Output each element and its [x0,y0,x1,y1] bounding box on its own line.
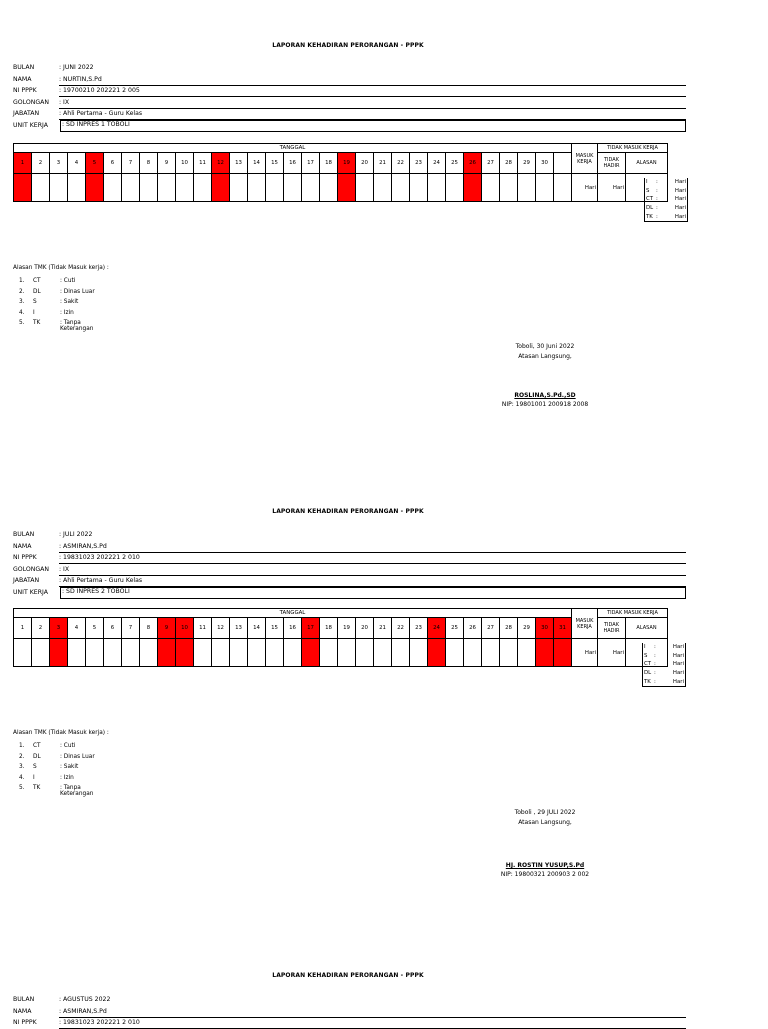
day-header-cell: 2 [32,153,50,174]
label-nama: NAMA [13,75,32,83]
info-row-bulan [13,994,686,1006]
attendance-cell[interactable] [410,174,428,202]
day-header-cell: 3 [50,618,68,639]
day-header-cell: 1 [14,618,32,639]
reason-code: CT [644,661,652,668]
day-header-cell: 4 [68,618,86,639]
day-header-cell: 22 [392,153,410,174]
value-jabatan: : Ahli Pertama - Guru Kelas [59,110,686,120]
attendance-cell[interactable] [68,639,86,667]
label-unit: UNIT KERJA [13,588,48,596]
reason-unit: Hari [674,196,686,203]
value-bulan: : JULI 2022 [59,531,93,538]
sign-nip: NIP: 19800321 200903 2 002 [500,871,590,878]
attendance-cell[interactable] [158,639,176,667]
legend-item [13,785,109,796]
attendance-cell[interactable] [122,639,140,667]
attendance-cell[interactable] [266,174,284,202]
reason-unit: Hari [674,205,686,212]
info-row-nama [13,541,686,553]
reason-sep: : [654,644,656,650]
label-golongan: GOLONGAN [13,98,50,106]
legend-item [13,754,109,765]
reason-unit: Hari [672,652,684,659]
day-header-cell: 3 [50,153,68,174]
info-row-nipppk [13,1017,686,1029]
info-row-nama [13,1006,686,1018]
attendance-cell[interactable] [500,639,518,667]
legend-code: I [33,774,35,781]
attendance-cell[interactable] [338,639,356,667]
attendance-table [13,143,668,202]
legend-desc: : Sakit [60,299,79,306]
day-header-cell: 30 [536,618,554,639]
legend-code: TK [33,320,41,327]
day-header-cell: 19 [338,153,356,174]
label-golongan: GOLONGAN [13,565,50,573]
day-header-cell: 7 [122,153,140,174]
day-header-cell: 21 [374,153,392,174]
attendance-cell[interactable] [320,174,338,202]
attendance-cell[interactable] [230,174,248,202]
attendance-cell[interactable] [284,174,302,202]
attendance-cell[interactable] [428,174,446,202]
reason-row [643,652,685,661]
legend-code: CT [33,278,41,284]
value-jabatan: : Ahli Pertama - Guru Kelas [59,577,686,587]
reason-row [643,660,685,669]
employee-info [13,62,686,132]
reason-row [645,204,687,213]
legend-title: Alasan TMK (Tidak Masuk kerja) : [13,730,109,736]
attendance-cell[interactable] [212,639,230,667]
legend-code: I [33,309,35,316]
attendance-cell[interactable] [374,639,392,667]
attendance-cell[interactable] [392,174,410,202]
attendance-cell[interactable] [392,639,410,667]
day-header-cell: 17 [302,153,320,174]
reason-unit: Hari [672,644,684,650]
legend-desc: : Sakit [60,764,79,771]
sign-name: ROSLINA,S.Pd.,SD [514,392,576,399]
day-header-cell: 1 [14,153,32,174]
attendance-table [13,608,668,667]
attendance-cell[interactable] [410,639,428,667]
day-header-cell: 30 [536,153,554,174]
day-header-cell: 13 [230,618,248,639]
tidak-hadir-header: TIDAK HADIR [598,618,626,639]
legend-num: 5. [19,320,25,327]
attendance-cell[interactable] [104,639,122,667]
legend-desc: : Dinas Luar [60,288,95,295]
legend-code: S [33,299,37,306]
attendance-cell[interactable] [122,174,140,202]
sign-nip: NIP: 19801001 200918 2008 [501,401,589,408]
attendance-cell[interactable] [320,639,338,667]
sign-place-date: Toboli , 29 JULI 2022 [514,809,576,816]
tanggal-header: TANGGAL [14,144,572,153]
legend-item [13,775,109,786]
day-header-cell: 5 [86,153,104,174]
legend-num: 4. [19,774,25,781]
reason-code: I [644,644,646,650]
day-header-cell: 16 [284,153,302,174]
day-header-cell: 23 [410,618,428,639]
day-header-cell: 15 [266,618,284,639]
attendance-cell[interactable] [302,174,320,202]
reason-code: TK [646,213,653,220]
value-bulan: : AGUSTUS 2022 [59,996,111,1003]
day-header-cell: 24 [428,618,446,639]
legend-num: 1. [19,743,25,749]
attendance-cell[interactable] [284,639,302,667]
day-header-cell: 18 [320,153,338,174]
tidak-hadir-header: TIDAK HADIR [598,153,626,174]
day-header-cell: 15 [266,153,284,174]
tidak-hadir-hari: Hari [598,174,626,202]
reason-row [643,643,685,652]
attendance-cell[interactable] [68,174,86,202]
value-unit: : SD INPRES 1 TOBOLI [60,120,686,132]
attendance-cell[interactable] [14,639,32,667]
attendance-cell[interactable] [86,639,104,667]
legend-item [13,320,109,331]
day-header-cell: 8 [140,153,158,174]
attendance-cell[interactable] [140,174,158,202]
sign-place-date: Toboli, 30 Juni 2022 [515,343,575,350]
attendance-cell[interactable] [230,639,248,667]
legend-item [13,289,109,300]
report-title: LAPORAN KEHADIRAN PERORANGAN - PPPK [272,42,424,49]
reason-sep: : [654,652,656,659]
value-nipppk: : 19831023 202221 2 010 [59,1019,686,1029]
legend-item [13,743,109,754]
value-bulan: : JUNI 2022 [59,64,94,71]
legend-desc: : Tanpa Keterangan [60,320,94,333]
tidak-masuk-kerja-header: TIDAK MASUK KERJA [598,609,668,618]
legend-num: 1. [19,278,25,284]
reason-code: S [644,652,648,659]
day-header-cell: 20 [356,153,374,174]
attendance-cell[interactable] [32,174,50,202]
day-header-cell: 11 [194,153,212,174]
alasan-header: ALASAN [626,153,668,174]
attendance-cell[interactable] [464,174,482,202]
day-header-cell: 9 [158,153,176,174]
reason-unit: Hari [674,213,686,220]
day-header-cell: 23 [410,153,428,174]
employee-info [13,529,686,599]
attendance-cell[interactable] [248,174,266,202]
day-header-cell: 25 [446,618,464,639]
reason-code: CT [646,196,654,203]
info-row-golongan [13,564,686,576]
attendance-cell[interactable] [194,174,212,202]
sign-role: Atasan Langsung, [518,353,572,360]
legend-code: TK [33,785,41,792]
legend-num: 5. [19,785,25,792]
info-row-unit [13,120,686,132]
attendance-cell[interactable] [86,174,104,202]
day-header-cell: 14 [248,618,266,639]
info-row-jabatan [13,108,686,120]
signature-block [480,343,610,408]
day-header-cell: 24 [428,153,446,174]
reason-unit: Hari [672,678,684,685]
tidak-masuk-kerja-header: TIDAK MASUK KERJA [598,144,668,153]
attendance-cell[interactable] [464,639,482,667]
legend-item [13,299,109,310]
attendance-cell[interactable] [302,639,320,667]
tmk-legend [13,265,109,331]
attendance-cell[interactable] [14,174,32,202]
attendance-cell[interactable] [536,639,554,667]
attendance-cell[interactable] [158,174,176,202]
info-row-nipppk [13,85,686,97]
reason-unit: Hari [672,670,684,677]
attendance-cell[interactable] [554,174,572,202]
attendance-cell[interactable] [140,639,158,667]
day-header-cell: 16 [284,618,302,639]
reason-code: I [646,179,648,185]
value-nama: : ASMIRAN,S.Pd [59,543,686,553]
attendance-cell[interactable] [482,639,500,667]
attendance-cell[interactable] [176,174,194,202]
day-header-cell: 20 [356,618,374,639]
info-row-bulan [13,529,686,541]
legend-item [13,278,109,289]
masuk-kerja-header: MASUK KERJA [572,144,598,174]
sign-role: Atasan Langsung, [518,819,572,826]
day-header-cell: 12 [212,618,230,639]
report-title: LAPORAN KEHADIRAN PERORANGAN - PPPK [272,972,424,979]
value-golongan: : IX [59,566,686,576]
reason-row [645,195,687,204]
attendance-cell[interactable] [554,639,572,667]
attendance-cell[interactable] [50,174,68,202]
day-header-cell: 6 [104,153,122,174]
legend-code: CT [33,743,41,749]
value-unit: : SD INPRES 2 TOBOLI [60,587,686,599]
reason-unit: Hari [674,179,686,185]
day-header-cell: 22 [392,618,410,639]
value-golongan: : IX [59,99,686,109]
legend-desc: : Izin [60,309,74,316]
reason-unit: Hari [674,187,686,194]
attendance-cell[interactable] [356,639,374,667]
day-header-cell: 10 [176,153,194,174]
label-nipppk: NI PPPK [13,554,37,562]
attendance-cell[interactable] [518,174,536,202]
attendance-cell[interactable] [338,174,356,202]
sign-name: HJ. ROSTIN YUSUP,S.Pd [505,862,585,869]
label-jabatan: JABATAN [13,110,40,118]
legend-desc: : Cuti [60,743,76,749]
legend-num: 3. [19,299,25,306]
reason-sep: : [654,661,656,668]
day-header-cell: 19 [338,618,356,639]
day-header-cell: 13 [230,153,248,174]
day-header-cell: 4 [68,153,86,174]
legend-code: DL [33,288,41,295]
reason-row [645,213,687,222]
legend-num: 2. [19,288,25,295]
reason-sep: : [656,187,658,194]
day-header-cell: 27 [482,618,500,639]
reason-sep: : [654,670,656,677]
reason-code: S [646,187,650,194]
day-header-cell: 28 [500,618,518,639]
attendance-cell[interactable] [446,174,464,202]
label-nipppk: NI PPPK [13,1019,37,1027]
attendance-cell[interactable] [194,639,212,667]
info-row-jabatan [13,575,686,587]
signature-block [480,809,610,878]
day-header-cell: 21 [374,618,392,639]
attendance-cell[interactable] [212,174,230,202]
value-nama: : NURTIN,S.Pd [59,76,686,86]
reason-row [645,178,687,187]
legend-desc: : Izin [60,774,74,781]
reason-code: TK [644,678,651,685]
day-header-cell: 8 [140,618,158,639]
legend-item [13,310,109,321]
attendance-cell[interactable] [104,174,122,202]
day-header-cell: 17 [302,618,320,639]
value-nipppk: : 19700210 202221 2 005 [59,87,686,97]
day-header-cell: 27 [482,153,500,174]
day-header-cell: 26 [464,618,482,639]
day-header-cell: 11 [194,618,212,639]
reason-unit: Hari [672,661,684,668]
alasan-header: ALASAN [626,618,668,639]
reason-code: DL [646,205,654,212]
reasons-box [642,643,686,687]
info-row-nipppk [13,552,686,564]
attendance-cell[interactable] [482,174,500,202]
legend-desc: : Dinas Luar [60,753,95,760]
label-unit: UNIT KERJA [13,121,48,129]
attendance-cell[interactable] [356,174,374,202]
legend-num: 4. [19,309,25,316]
tanggal-header: TANGGAL [14,609,572,618]
label-nama: NAMA [13,1007,32,1015]
day-header-cell: 18 [320,618,338,639]
day-header-cell: 7 [122,618,140,639]
attendance-cell[interactable] [518,639,536,667]
reason-sep: : [654,678,656,685]
day-header-cell: 10 [176,618,194,639]
label-bulan: BULAN [13,996,35,1003]
legend-num: 3. [19,764,25,771]
legend-num: 2. [19,753,25,760]
label-nama: NAMA [13,542,32,550]
reason-sep: : [656,196,658,203]
legend-item [13,764,109,775]
label-bulan: BULAN [13,64,35,71]
reason-sep: : [656,213,658,220]
info-row-unit [13,587,686,599]
legend-desc: : Cuti [60,278,76,284]
attendance-cell[interactable] [536,174,554,202]
reason-row [643,669,685,678]
day-header-cell: 9 [158,618,176,639]
reason-sep: : [656,179,658,185]
info-row-golongan [13,97,686,109]
value-nama: : ASMIRAN,S.Pd [59,1008,686,1018]
day-header-cell: 6 [104,618,122,639]
attendance-cell[interactable] [176,639,194,667]
day-header-cell: 12 [212,153,230,174]
attendance-cell[interactable] [500,174,518,202]
day-header-cell [554,153,572,174]
tidak-hadir-hari: Hari [598,639,626,667]
day-header-cell: 14 [248,153,266,174]
legend-code: S [33,764,37,771]
attendance-cell[interactable] [428,639,446,667]
label-bulan: BULAN [13,531,35,538]
day-header-cell: 29 [518,618,536,639]
day-header-cell: 25 [446,153,464,174]
legend-code: DL [33,753,41,760]
legend-title: Alasan TMK (Tidak Masuk kerja) : [13,265,109,271]
value-nipppk: : 19831023 202221 2 010 [59,554,686,564]
tmk-legend [13,730,109,796]
reason-code: DL [644,670,652,677]
masuk-kerja-hari: Hari [572,174,598,202]
label-jabatan: JABATAN [13,577,40,585]
day-header-cell: 26 [464,153,482,174]
day-header-cell: 28 [500,153,518,174]
masuk-kerja-header: MASUK KERJA [572,609,598,639]
attendance-cell[interactable] [248,639,266,667]
report-title: LAPORAN KEHADIRAN PERORANGAN - PPPK [272,508,424,515]
day-header-cell: 31 [554,618,572,639]
day-header-cell: 5 [86,618,104,639]
legend-desc: : Tanpa Keterangan [60,785,94,798]
day-header-cell: 2 [32,618,50,639]
attendance-cell[interactable] [446,639,464,667]
reasons-box [644,178,688,222]
attendance-cell[interactable] [266,639,284,667]
label-nipppk: NI PPPK [13,87,37,95]
attendance-cell[interactable] [50,639,68,667]
day-header-cell: 29 [518,153,536,174]
reason-sep: : [656,205,658,212]
info-row-bulan [13,62,686,74]
attendance-cell[interactable] [32,639,50,667]
attendance-cell[interactable] [374,174,392,202]
reason-row [645,187,687,196]
masuk-kerja-hari: Hari [572,639,598,667]
reason-row [643,678,685,687]
info-row-nama [13,74,686,86]
